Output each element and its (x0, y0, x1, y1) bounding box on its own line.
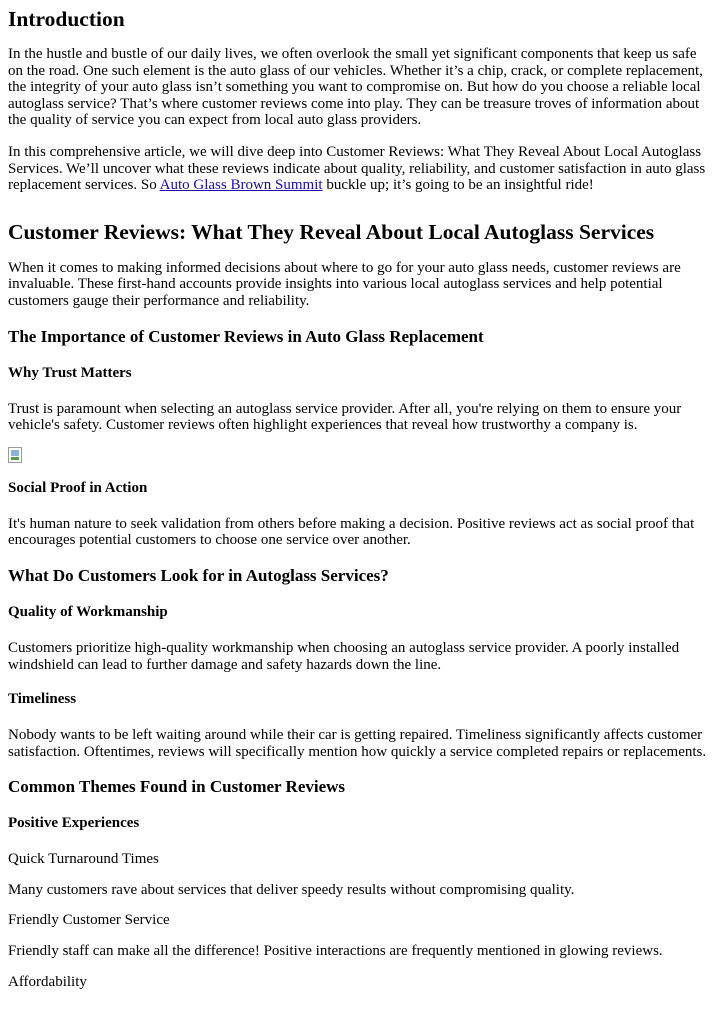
intro-heading: Introduction (8, 7, 125, 31)
quick-turnaround-label: Quick Turnaround Times (8, 851, 159, 868)
article (0, 7, 720, 990)
social-proof-paragraph: It's human nature to seek validation from others before making a decision. Positive reviews act as social proof that encourages potential customers to choose one service over another. (8, 515, 695, 549)
importance-heading: The Importance of Customer Reviews in Auto Glass Replacement (8, 326, 484, 346)
themes-heading: Common Themes Found in Customer Reviews (8, 777, 346, 797)
quick-turnaround-paragraph: Many customers rave about services that deliver speedy results without compromising quality. (8, 881, 575, 898)
timeliness-heading: Timeliness (8, 691, 77, 708)
main-paragraph: When it comes to making informed decisions about where to go for your auto glass needs, customer reviews are invaluable. These first-hand accounts provide insights into various local autoglass services and help potential customers gauge their performance and reliability. (8, 259, 681, 309)
timeliness-paragraph: Nobody wants to be left waiting around while their car is getting repaired. Timeliness significantly affects customer satisfaction. Oftentimes, reviews will specifically mention how quickly a service completed repairs or replacements. (8, 727, 707, 760)
affordability-label: Affordability (8, 973, 87, 990)
look-for-heading: What Do Customers Look for in Autoglass Services? (8, 565, 389, 585)
quality-heading: Quality of Workmanship (8, 603, 168, 620)
quality-paragraph: Customers prioritize high-quality workmanship when choosing an autoglass service provider. A poorly installed windshield can lead to further damage and safety hazards down the line. (8, 639, 680, 673)
intro-paragraph-2-text-end: buckle up; it’s going to be an insightful ride! (322, 177, 594, 194)
why-trust-paragraph: Trust is paramount when selecting an autoglass service provider. After all, you're relying on them to ensure your vehicle's safety. Customer reviews often highlight experiences that reveal how trustworthy a company is. (8, 400, 682, 434)
intro-paragraph-1: In the hustle and bustle of our daily lives, we often overlook the small yet significant components that keep us safe on the road. One such element is the auto glass of our vehicles. Whether it’s a chip, crack, or complete replacement, the integrity of your auto glass isn’t something you want to compromise on. But how do you choose a reliable local autoglass service? That’s where customer reviews come into play. They can be treasure troves of information about the quality of service you can expect from local auto glass providers. (8, 46, 703, 129)
positive-experiences-heading: Positive Experiences (8, 815, 140, 832)
friendly-service-label: Friendly Customer Service (8, 912, 170, 929)
intro-paragraph-2 (8, 144, 712, 194)
auto-glass-brown-summit-link[interactable]: Auto Glass Brown Summit (159, 177, 323, 194)
friendly-service-paragraph: Friendly staff can make all the difference! Positive interactions are frequently mentioned in glowing reviews. (8, 943, 663, 960)
broken-image-icon (8, 447, 22, 463)
main-heading: Customer Reviews: What They Reveal About Local Autoglass Services (8, 219, 655, 244)
social-proof-heading: Social Proof in Action (8, 479, 148, 496)
intro-paragraph-2-text-start: In this comprehensive article, we will dive deep into Customer Reviews: What They Reveal About Local Autoglass Services. We’ll uncover what these reviews indicate about quality, reliability, and customer satisfaction in auto glass replacement services. So (8, 143, 706, 194)
why-trust-heading: Why Trust Matters (8, 364, 132, 381)
